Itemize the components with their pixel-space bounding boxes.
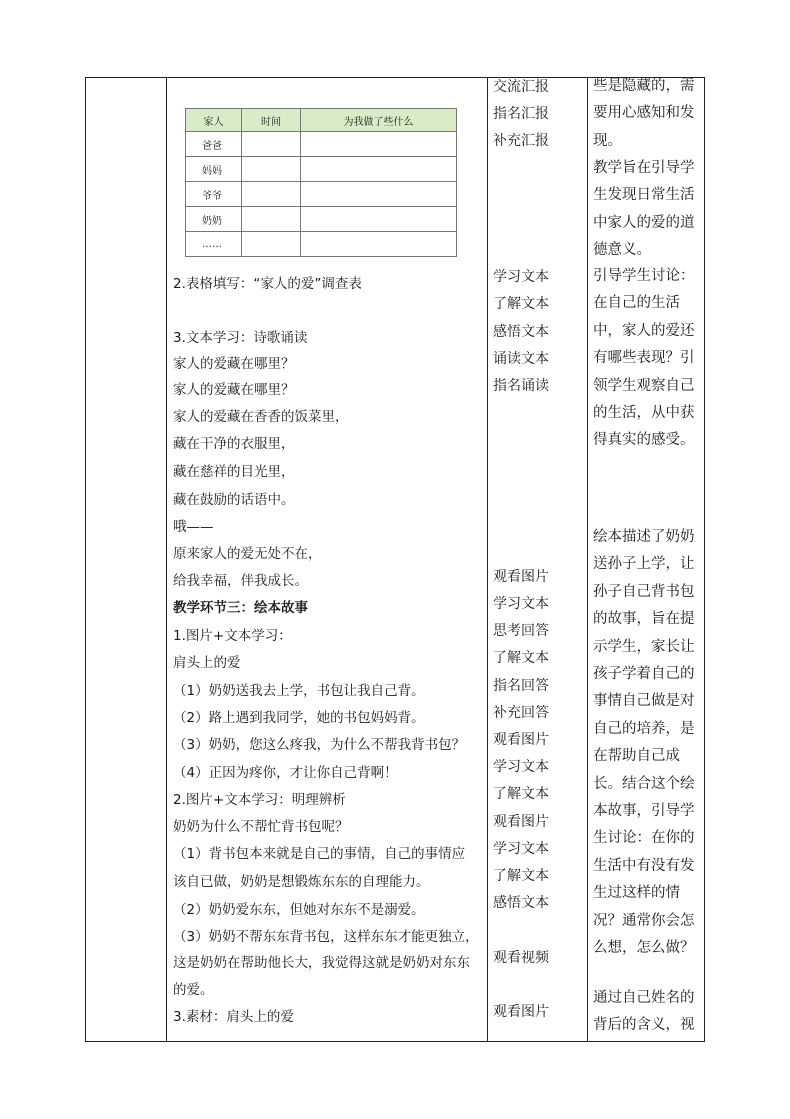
survey-header-row: [186, 109, 457, 132]
activity-item: 指名回答: [493, 678, 549, 694]
poem-line: 藏在干净的衣服里，: [173, 436, 295, 452]
activity-item: 感悟文本: [493, 895, 549, 911]
activity-item: 学习文本: [493, 841, 549, 857]
activity-item: 交流汇报: [493, 79, 549, 95]
activity-item: 了解文本: [493, 296, 549, 312]
design-intention-column: [587, 78, 705, 1041]
activity-item: 了解文本: [493, 650, 549, 666]
table-row: [186, 182, 457, 207]
activity-item: 观看图片: [493, 569, 549, 585]
intention-text: 绘本描述了奶奶送孙子上学，让孙子自己背书包的故事，旨在提示学生，家长让孩子学着自己的事情自己做是对自己的培养，是在帮助自己成长。结合这个绘本故事，引导学生讨论：在你的生活中有没有发生过这样的情况？通常你会怎么想，怎么做？: [593, 529, 695, 957]
poem-line: 藏在鼓励的话语中。: [173, 492, 295, 508]
family-member: ……: [186, 232, 242, 257]
table-row: [186, 207, 457, 232]
story-title: 肩头上的爱: [173, 655, 241, 671]
section-heading: 教学环节三：绘本故事: [173, 600, 308, 616]
intention-text: 通过自己姓名的背后的含义，视: [593, 990, 695, 1034]
story-line: （2）路上遇到我同学，她的书包妈妈背。: [173, 710, 425, 726]
what-cell: [301, 232, 457, 257]
activity-item: 学习文本: [493, 596, 549, 612]
family-member: 妈妈: [186, 157, 242, 182]
table-row: [186, 132, 457, 157]
answer-line: 该自已做，奶奶是想锻炼东东的自理能力。: [173, 874, 430, 890]
activity-item: 学习文本: [493, 759, 549, 775]
family-love-survey-table: [185, 108, 457, 257]
story-line: （1）奶奶送我去上学，书包让我自己背。: [173, 683, 425, 699]
activity-item: 观看图片: [493, 732, 549, 748]
intention-text: 些是隐藏的，需要用心感知和发现。: [593, 78, 695, 149]
answer-line: （2）奶奶爱东东，但她对东东不是溺爱。: [173, 902, 425, 918]
activity-item: 观看图片: [493, 1004, 549, 1020]
intention-text: 教学旨在引导学生发现日常生活中家人的爱的道德意义。: [593, 160, 695, 259]
header-what-they-did: 为我做了些什么: [301, 109, 457, 132]
header-family: 家人: [186, 109, 242, 132]
time-cell: [242, 232, 301, 257]
family-member: 爷爷: [186, 182, 242, 207]
activity-item: 观看图片: [493, 814, 549, 830]
poem-line: 家人的爱藏在哪里？: [173, 356, 295, 372]
activity-item: 指名诵读: [493, 378, 549, 394]
section-heading: 3.文本学习：诗歌诵读: [173, 330, 308, 346]
activity-item: 了解文本: [493, 786, 549, 802]
header-time: 时间: [242, 109, 301, 132]
section-heading: 2.表格填写：“家人的爱”调查表: [173, 276, 362, 292]
intention-text: 引导学生讨论：在自己的生活中，家人的爱还有哪些表现？引领学生观察自己的生活，从中获得真实的感受。: [593, 268, 695, 449]
answer-line: （3）奶奶不帮东东背书包，这样东东才能更独立，: [173, 929, 479, 945]
table-row: [186, 232, 457, 257]
story-line: （3）奶奶，您这么疼我，为什么不帮我背书包？: [173, 737, 466, 753]
activity-item: 学习文本: [493, 269, 549, 285]
activity-item: 补充汇报: [493, 133, 549, 149]
poem-line: 给我幸福，伴我成长。: [173, 573, 308, 589]
what-cell: [301, 157, 457, 182]
time-cell: [242, 207, 301, 232]
activity-item: 补充回答: [493, 705, 549, 721]
what-cell: [301, 132, 457, 157]
time-cell: [242, 132, 301, 157]
poem-line: 哦——: [173, 519, 214, 535]
section-heading: 2.图片+文本学习：明理辨析: [173, 792, 346, 808]
table-row: [186, 157, 457, 182]
time-cell: [242, 157, 301, 182]
answer-line: 这是奶奶在帮助他长大，我觉得这就是奶奶对东东: [173, 955, 470, 971]
section-heading: 3.素材：肩头上的爱: [173, 1009, 294, 1025]
poem-line: 原来家人的爱无处不在，: [173, 546, 322, 562]
family-member: 爸爸: [186, 132, 242, 157]
activity-item: 诵读文本: [493, 351, 549, 367]
family-member: 奶奶: [186, 207, 242, 232]
student-activity-column: [487, 78, 587, 1041]
activity-item: 观看视频: [493, 950, 549, 966]
poem-line: 家人的爱藏在香香的饭菜里，: [173, 409, 349, 425]
answer-line: 的爱。: [173, 982, 214, 998]
lesson-plan-table: [85, 77, 705, 1042]
poem-line: 家人的爱藏在哪里？: [173, 382, 295, 398]
what-cell: [301, 182, 457, 207]
question-line: 奶奶为什么不帮忙背书包呢？: [173, 819, 349, 835]
answer-line: （1）背书包本来就是自己的事情，自己的事情应: [173, 846, 466, 862]
poem-line: 藏在慈祥的目光里，: [173, 464, 295, 480]
what-cell: [301, 207, 457, 232]
activity-item: 感悟文本: [493, 324, 549, 340]
activity-item: 了解文本: [493, 868, 549, 884]
activity-item: 思考回答: [493, 623, 549, 639]
section-heading: 1.图片+文本学习：: [173, 628, 292, 644]
time-cell: [242, 182, 301, 207]
story-line: （4）正因为疼你，才让你自己背啊！: [173, 765, 398, 781]
activity-item: 指名汇报: [493, 106, 549, 122]
